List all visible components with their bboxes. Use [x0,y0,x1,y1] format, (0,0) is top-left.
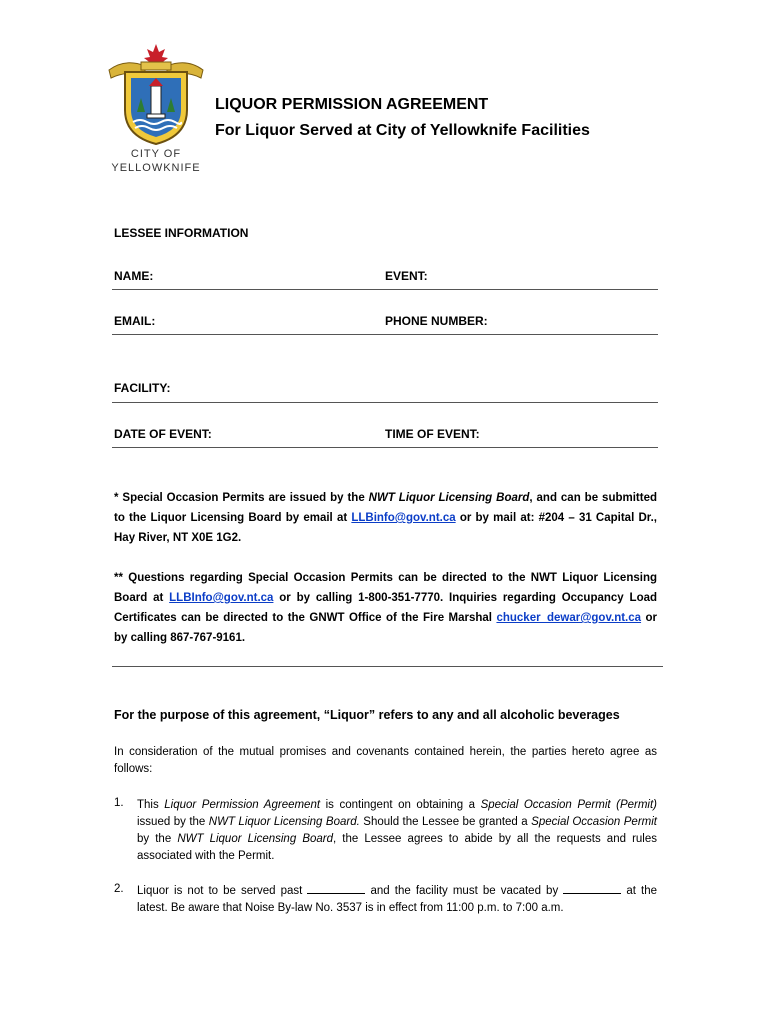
date-label: DATE OF EVENT: [114,427,212,441]
logo-city-line2: YELLOWKNIFE [111,162,201,174]
event-label: EVENT: [385,269,428,283]
item-1-number: 1. [114,797,124,809]
llb-info-email-link[interactable]: LLBInfo@gov.nt.ca [169,592,274,604]
section-divider [112,666,663,667]
time-label: TIME OF EVENT: [385,427,480,441]
document-subtitle: For Liquor Served at City of Yellowknife Facilities [215,122,590,139]
llb-email-link[interactable]: LLBinfo@gov.nt.ca [351,512,456,524]
vacate-by-blank[interactable] [563,883,621,894]
serve-until-blank[interactable] [307,883,365,894]
name-event-line [112,289,658,290]
consideration-text: In consideration of the mutual promises and covenants contained herein, the parties hereto agree as follows: [114,746,657,775]
lessee-heading: LESSEE INFORMATION [114,226,249,240]
item-2-text: Liquor is not to be served past and the facility must be vacated by at the latest. Be aware that Noise By-law No. 3537 is in effect from 11:00 p.m. to 7:00 a.m. [137,885,658,914]
date-time-line [112,447,658,448]
facility-label: FACILITY: [114,381,171,395]
facility-line [112,402,658,403]
questions-note: ** Questions regarding Special Occasion Permits can be directed to the NWT Liquor Licensing Board at LLBInfo@gov.nt.ca or by calling 1-800-351-7770. Inquiries regarding Occupancy Load Certificates can be directed to the GNWT Office of the Fire Marshal chucker_dewar@gov.nt.ca or by calling 867-767-9161. [114,572,658,644]
phone-label: PHONE NUMBER: [385,314,488,328]
crest-icon [105,40,207,148]
item-1-text: This Liquor Permission Agreement is contingent on obtaining a Special Occasion Permit (Permit) issued by the NWT Liquor Licensing Board. Should the Lessee be granted a Special Occasion Permit by the NWT Liquor Licensing Board, the Lessee agrees to abide by all the requests and rules associated with the Permit. [137,799,658,862]
email-phone-line [112,334,658,335]
email-label: EMAIL: [114,314,156,328]
logo-city-line1: CITY OF [130,148,182,160]
item-2-number: 2. [114,883,124,895]
name-label: NAME: [114,269,154,283]
fire-marshal-email-link[interactable]: chucker_dewar@gov.nt.ca [496,612,642,624]
liquor-definition: For the purpose of this agreement, “Liquor” refers to any and all alcoholic beverages [114,708,620,722]
board-name: NWT Liquor Licensing Board [368,492,530,504]
city-crest-logo [105,40,207,176]
document-title: LIQUOR PERMISSION AGREEMENT [215,96,489,113]
permit-note: * Special Occasion Permits are issued by the NWT Liquor Licensing Board, and can be submitted to the Liquor Licensing Board by email at LLBinfo@gov.nt.ca or by mail at: #204 – 31 Capital Dr., Hay River, NT X0E 1G2. [114,492,657,544]
